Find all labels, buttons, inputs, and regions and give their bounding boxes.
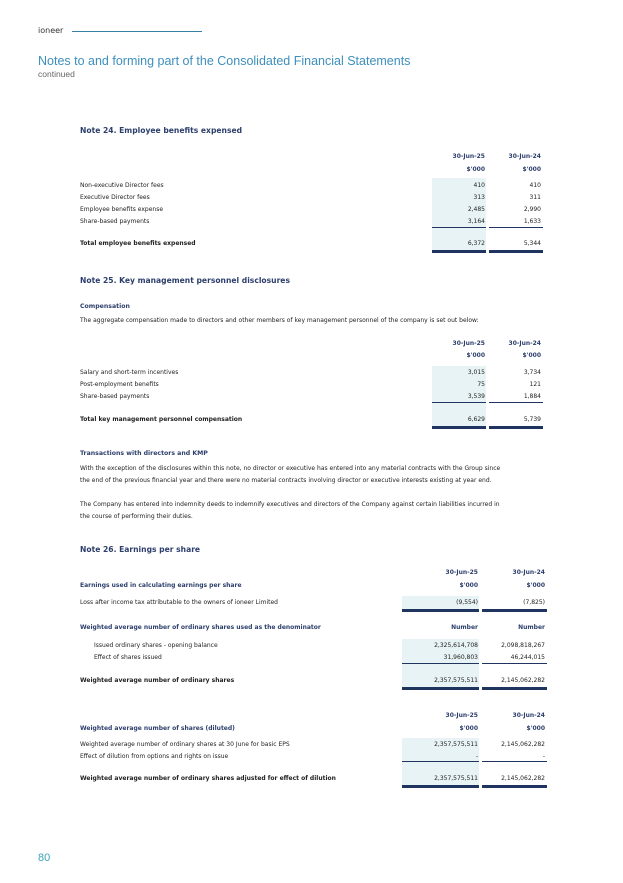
section-label: Weighted average number of ordinary shares used as the denominator bbox=[80, 624, 321, 631]
total-value: 2,357,575,511 bbox=[434, 775, 478, 782]
section-label: Weighted average number of shares (diluted) bbox=[80, 725, 235, 732]
col-header: 30-Jun-24 bbox=[512, 569, 545, 576]
row-label: Salary and short-term incentives bbox=[80, 369, 179, 376]
transactions-subheading: Transactions with directors and KMP bbox=[80, 450, 208, 457]
paragraph-line: the course of performing their duties. bbox=[80, 513, 193, 520]
subtotal-rule bbox=[489, 227, 543, 228]
subtotal-rule bbox=[482, 761, 547, 762]
col-unit: $'000 bbox=[459, 582, 478, 589]
row-label: Loss after income tax attributable to the owners of ioneer Limited bbox=[80, 599, 278, 606]
total-value: 5,344 bbox=[523, 240, 541, 247]
page-title: Notes to and forming part of the Consolidated Financial Statements bbox=[38, 54, 411, 68]
page-number: 80 bbox=[38, 852, 51, 864]
col-header: 30-Jun-25 bbox=[445, 569, 478, 576]
row-label: Non-executive Director fees bbox=[80, 182, 164, 189]
total-rule bbox=[489, 250, 543, 253]
total-label: Total employee benefits expensed bbox=[80, 240, 196, 247]
row-value: - bbox=[475, 753, 478, 760]
row-value: 75 bbox=[477, 381, 485, 388]
row-value: (9,554) bbox=[456, 599, 478, 606]
row-label: Issued ordinary shares - opening balance bbox=[94, 642, 218, 649]
col-header: 30-Jun-25 bbox=[452, 153, 485, 160]
row-value: 410 bbox=[473, 182, 485, 189]
row-value: 46,244,015 bbox=[510, 654, 545, 661]
total-rule bbox=[402, 609, 479, 612]
row-value: (7,825) bbox=[523, 599, 545, 606]
total-value: 2,145,062,282 bbox=[501, 775, 545, 782]
row-value: 410 bbox=[529, 182, 541, 189]
subtotal-rule bbox=[432, 227, 486, 228]
total-rule bbox=[482, 785, 547, 788]
row-label: Post-employment benefits bbox=[80, 381, 159, 388]
subtotal-rule bbox=[489, 402, 543, 403]
row-label: Share-based payments bbox=[80, 218, 150, 225]
col-unit: $'000 bbox=[466, 166, 485, 173]
row-label: Effect of shares issued bbox=[94, 654, 162, 661]
subtotal-rule bbox=[482, 663, 547, 664]
row-label: Employee benefits expense bbox=[80, 206, 164, 213]
note26-heading: Note 26. Earnings per share bbox=[80, 545, 201, 554]
row-value: 2,325,614,708 bbox=[434, 642, 478, 649]
paragraph-line: With the exception of the disclosures within this note, no director or executive has entered into any material contracts with the Group since bbox=[80, 465, 501, 472]
row-value: - bbox=[542, 753, 545, 760]
compensation-subheading: Compensation bbox=[80, 303, 130, 310]
col-unit: $'000 bbox=[522, 166, 541, 173]
subtotal-rule bbox=[402, 663, 479, 664]
note25-heading: Note 25. Key management personnel disclosures bbox=[80, 276, 290, 285]
row-value: 3,539 bbox=[467, 393, 485, 400]
paragraph-line: the end of the previous financial year and there were no material contracts involving director or executive interests existing at year end. bbox=[80, 477, 492, 484]
header-rule bbox=[72, 31, 202, 32]
row-value: 31,960,803 bbox=[443, 654, 478, 661]
row-label: Share-based payments bbox=[80, 393, 150, 400]
col-unit: $'000 bbox=[526, 582, 545, 589]
total-rule bbox=[489, 426, 543, 429]
total-rule bbox=[482, 687, 547, 690]
total-value: 2,145,062,282 bbox=[501, 677, 545, 684]
col-header: 30-Jun-25 bbox=[452, 340, 485, 347]
col-unit: Number bbox=[451, 624, 478, 631]
row-label: Executive Director fees bbox=[80, 194, 150, 201]
row-value: 2,357,575,511 bbox=[434, 741, 478, 748]
total-value: 5,739 bbox=[523, 416, 541, 423]
row-label: Effect of dilution from options and rights on issue bbox=[80, 753, 229, 760]
total-rule bbox=[402, 687, 479, 690]
total-value: 2,357,575,511 bbox=[434, 677, 478, 684]
paragraph-line: The Company has entered into indemnity deeds to indemnify executives and directors of the Company against certain liabilities incurred in bbox=[80, 501, 500, 508]
col-unit: $'000 bbox=[459, 725, 478, 732]
row-value: 1,884 bbox=[523, 393, 541, 400]
total-value: 6,372 bbox=[467, 240, 485, 247]
col-unit: $'000 bbox=[522, 352, 541, 359]
note24-heading: Note 24. Employee benefits expensed bbox=[80, 126, 243, 135]
row-value: 2,485 bbox=[467, 206, 485, 213]
col-header: 30-Jun-24 bbox=[512, 712, 545, 719]
col-header: 30-Jun-25 bbox=[445, 712, 478, 719]
col-header: 30-Jun-24 bbox=[508, 340, 541, 347]
section-label: Earnings used in calculating earnings per share bbox=[80, 582, 242, 589]
row-value: 3,164 bbox=[467, 218, 485, 225]
row-label: Weighted average number of ordinary shares at 30 June for basic EPS bbox=[80, 741, 290, 748]
row-value: 3,734 bbox=[523, 369, 541, 376]
subtotal-rule bbox=[402, 761, 479, 762]
total-rule bbox=[432, 426, 486, 429]
row-value: 311 bbox=[529, 194, 541, 201]
col-header: 30-Jun-24 bbox=[508, 153, 541, 160]
compensation-intro: The aggregate compensation made to directors and other members of key management personnel of the company is set out below: bbox=[80, 317, 479, 324]
row-value: 3,015 bbox=[467, 369, 485, 376]
row-value: 121 bbox=[529, 381, 541, 388]
total-label: Weighted average number of ordinary shares adjusted for effect of dilution bbox=[80, 775, 336, 782]
row-value: 1,633 bbox=[523, 218, 541, 225]
row-value: 2,145,062,282 bbox=[501, 741, 545, 748]
col-unit: $'000 bbox=[526, 725, 545, 732]
total-rule bbox=[402, 785, 479, 788]
total-label: Weighted average number of ordinary shares bbox=[80, 677, 235, 684]
total-rule bbox=[482, 609, 547, 612]
row-value: 2,098,818,267 bbox=[501, 642, 545, 649]
row-value: 2,990 bbox=[523, 206, 541, 213]
page-subtitle: continued bbox=[38, 69, 75, 79]
company-logo: ioneer bbox=[38, 26, 64, 35]
total-label: Total key management personnel compensation bbox=[80, 416, 243, 423]
row-value: 313 bbox=[473, 194, 485, 201]
subtotal-rule bbox=[432, 402, 486, 403]
col-unit: Number bbox=[518, 624, 545, 631]
total-value: 6,629 bbox=[467, 416, 485, 423]
total-rule bbox=[432, 250, 486, 253]
col-unit: $'000 bbox=[466, 352, 485, 359]
